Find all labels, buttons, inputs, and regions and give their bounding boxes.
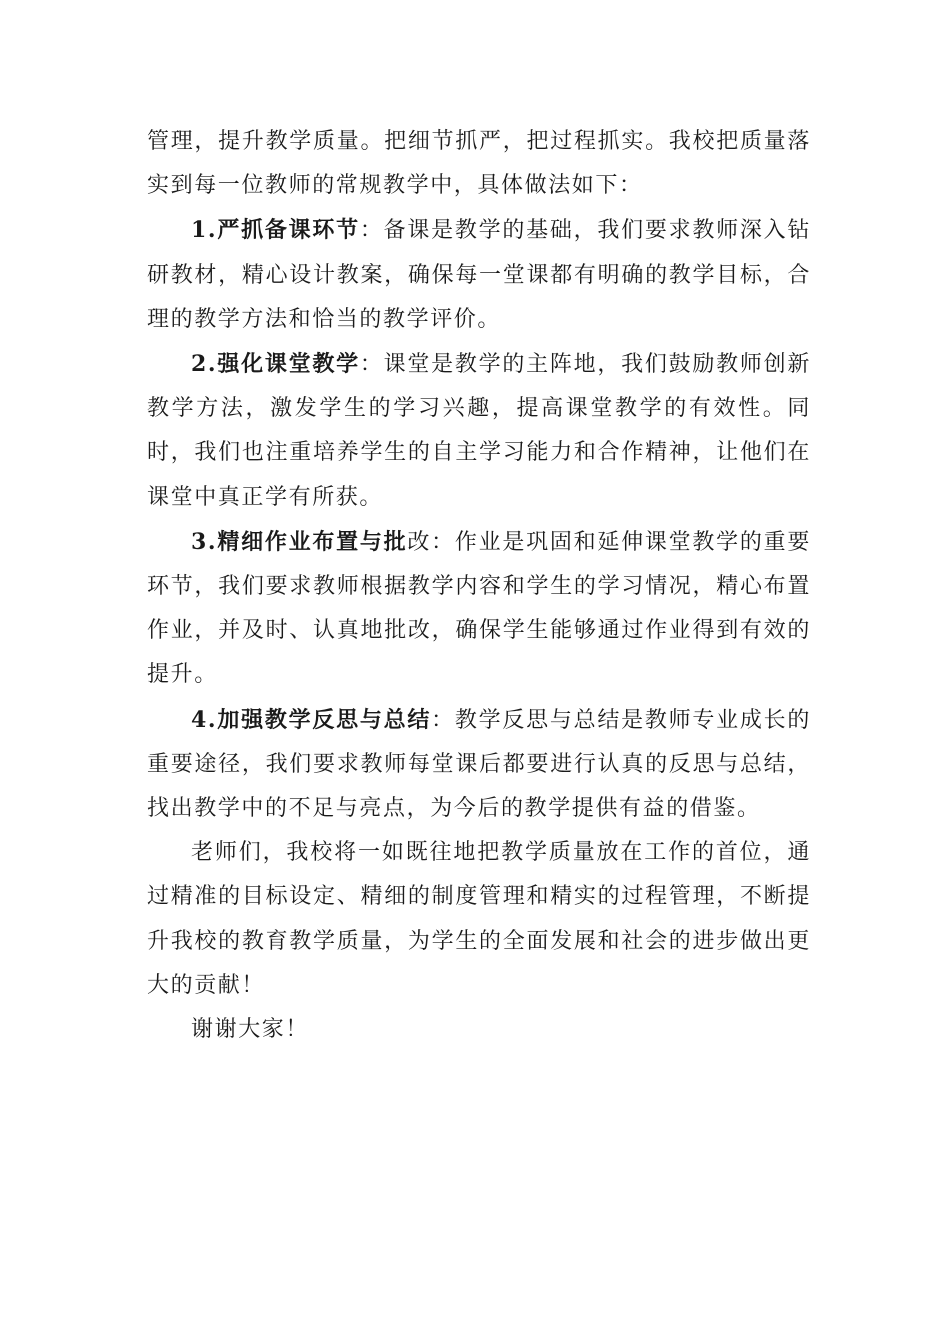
item4-paragraph: [147, 698, 811, 832]
item1-text: ：备课是教学的基础，我们要求教师深入钻研教材，精心设计教案，确保每一堂课都有明确的教学目标，合理的教学方法和恰当的教学评价。: [147, 218, 811, 332]
item2-heading: 2.强化课堂教学: [191, 351, 360, 378]
intro-paragraph: 管理，提升教学质量。把细节抓严，把过程抓实。我校把质量落实到每一位教师的常规教学中，具体做法如下：: [147, 129, 811, 199]
item4-text: ：教学反思与总结是教师专业成长的重要途径，我们要求教师每堂课后都要进行认真的反思与总结，找出教学中的不足与亮点，为今后的教学提供有益的借鉴。: [147, 707, 811, 822]
closing-paragraph: 老师们，我校将一如既往地把教学质量放在工作的首位，通过精准的目标设定、精细的制度管理和精实的过程管理，不断提升我校的教育教学质量，为学生的全面发展和社会的进步做出更大的贡献！: [147, 840, 811, 998]
item2-paragraph: [147, 342, 811, 520]
item2-text: ：课堂是教学的主阵地，我们鼓励教师创新教学方法，激发学生的学习兴趣，提高课堂教学的有效性。同时，我们也注重培养学生的自主学习能力和合作精神，让他们在课堂中真正学有所获。: [147, 352, 811, 510]
item3-text: 改：作业是巩固和延伸课堂教学的重要环节，我们要求教师根据教学内容和学生的学习情况，精心布置作业，并及时、认真地批改，确保学生能够通过作业得到有效的提升。: [147, 529, 812, 688]
item3-paragraph: [147, 520, 811, 698]
item1-paragraph: [147, 208, 811, 342]
item3-heading: 3.精细作业布置与批: [191, 528, 408, 555]
document-body: [147, 120, 811, 1052]
thanks-paragraph: 谢谢大家！: [191, 1017, 310, 1043]
item1-heading: 1.严抓备课环节: [191, 217, 360, 244]
item4-heading: 4.加强教学反思与总结: [191, 706, 432, 733]
